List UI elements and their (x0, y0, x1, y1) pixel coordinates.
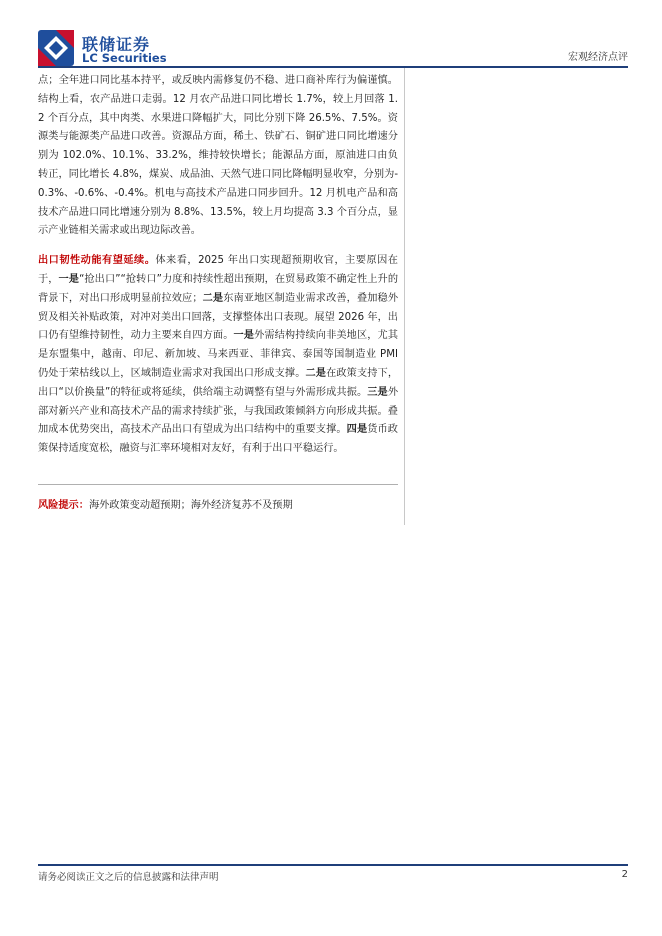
body-text: 外需结构持续向非美地区，尤其是东盟集中，越南、印尼、新加坡、马来西亚、菲律宾、泰国等国制造业 PMI 仍处于荣枯线以上，区域制造业需求对我国出口形成支撑。 (38, 330, 399, 379)
footer-disclaimer: 请务必阅读正文之后的信息披露和法律声明 (38, 872, 219, 883)
body-text: 体来看，2025 年出口实现超预期收官，主要原因在于， (38, 255, 398, 285)
body-text: 货币政策保持适度宽松，融资与汇率环境相对友好，有利于出口平稳运行。 (38, 424, 398, 455)
header-divider (38, 66, 628, 68)
risk-warning (38, 497, 398, 515)
footer-divider (38, 864, 628, 866)
emphasis-text: 二是 (305, 367, 327, 379)
risk-text: 海外政策变动超预期；海外经济复苏不及预期 (88, 500, 293, 511)
body-text: 外部对新兴产业和高技术产品的需求持续扩张，与我国政策倾斜方向形成共振。叠加成本优势突出，高技术产品出口有望成为出口结构中的重要支撑。 (38, 386, 399, 436)
paragraph-import-analysis: 点；全年进口同比基本持平，或反映内需修复仍不稳、进口商补库行为偏谨慎。结构上看，农产品进口走弱。12 月农产品进口同比增长 1.7%，较上月回落 1.2 个百分点，其中肉类、水果进口降幅扩大，同比分别下降 26.5%、7.5%。资源类与能源类产品进口改善。资源品方面，稀土、铁矿石、铜矿进口同比增速分别为 102.0%、10.1%、33.2%，维持较快增长；能源品方面，原油进口由负转正，同比增长 4.8%，煤炭、成品油、天然气进口同比降幅明显收窄，分别为-0.3%、-0.6%、-0.4%。机电与高技术产品进口同步回升。12 月机电产品和高技术产品进口同比增速分别为 8.8%、13.5%，较上月均提高 3.3 个百分点，显示产业链相关需求或出现边际改善。 (38, 75, 398, 237)
emphasis-text: 三是 (367, 386, 388, 398)
lc-securities-logo-icon (38, 30, 74, 66)
brand-name-cn: 联储证券 (82, 35, 151, 54)
emphasis-text: 四是 (346, 424, 368, 436)
sidebar-divider (404, 68, 405, 525)
body-text: “抢出口”“抢转口”力度和持续性超出预期，在贸易政策不确定性上升的背景下，对出口形成明显前拉效应； (38, 273, 399, 304)
brand-name-en: LC Securities (82, 51, 167, 65)
content-divider (38, 484, 398, 485)
body-text: 在政策支持下，出口“以价换量”的特征或将延续，供给端主动调整有望与外需形成共振。 (38, 367, 399, 398)
page-number: 2 (621, 869, 628, 880)
risk-label: 风险提示： (38, 500, 89, 511)
section-lead: 出口韧性动能有望延续。 (38, 255, 156, 267)
page-header (38, 30, 628, 66)
document-type: 宏观经济点评 (568, 52, 628, 63)
body-text: 东南亚地区制造业需求改善，叠加稳外贸及相关补贴政策，对冲对美出口回落，支撑整体出口表现。展望 2026 年，出口仍有望维持韧性，动力主要来自四方面。 (38, 292, 399, 342)
main-content (38, 72, 398, 459)
emphasis-text: 一是 (58, 273, 80, 285)
paragraph-export-outlook (38, 252, 398, 459)
emphasis-text: 二是 (202, 292, 224, 304)
emphasis-text: 一是 (233, 330, 255, 342)
